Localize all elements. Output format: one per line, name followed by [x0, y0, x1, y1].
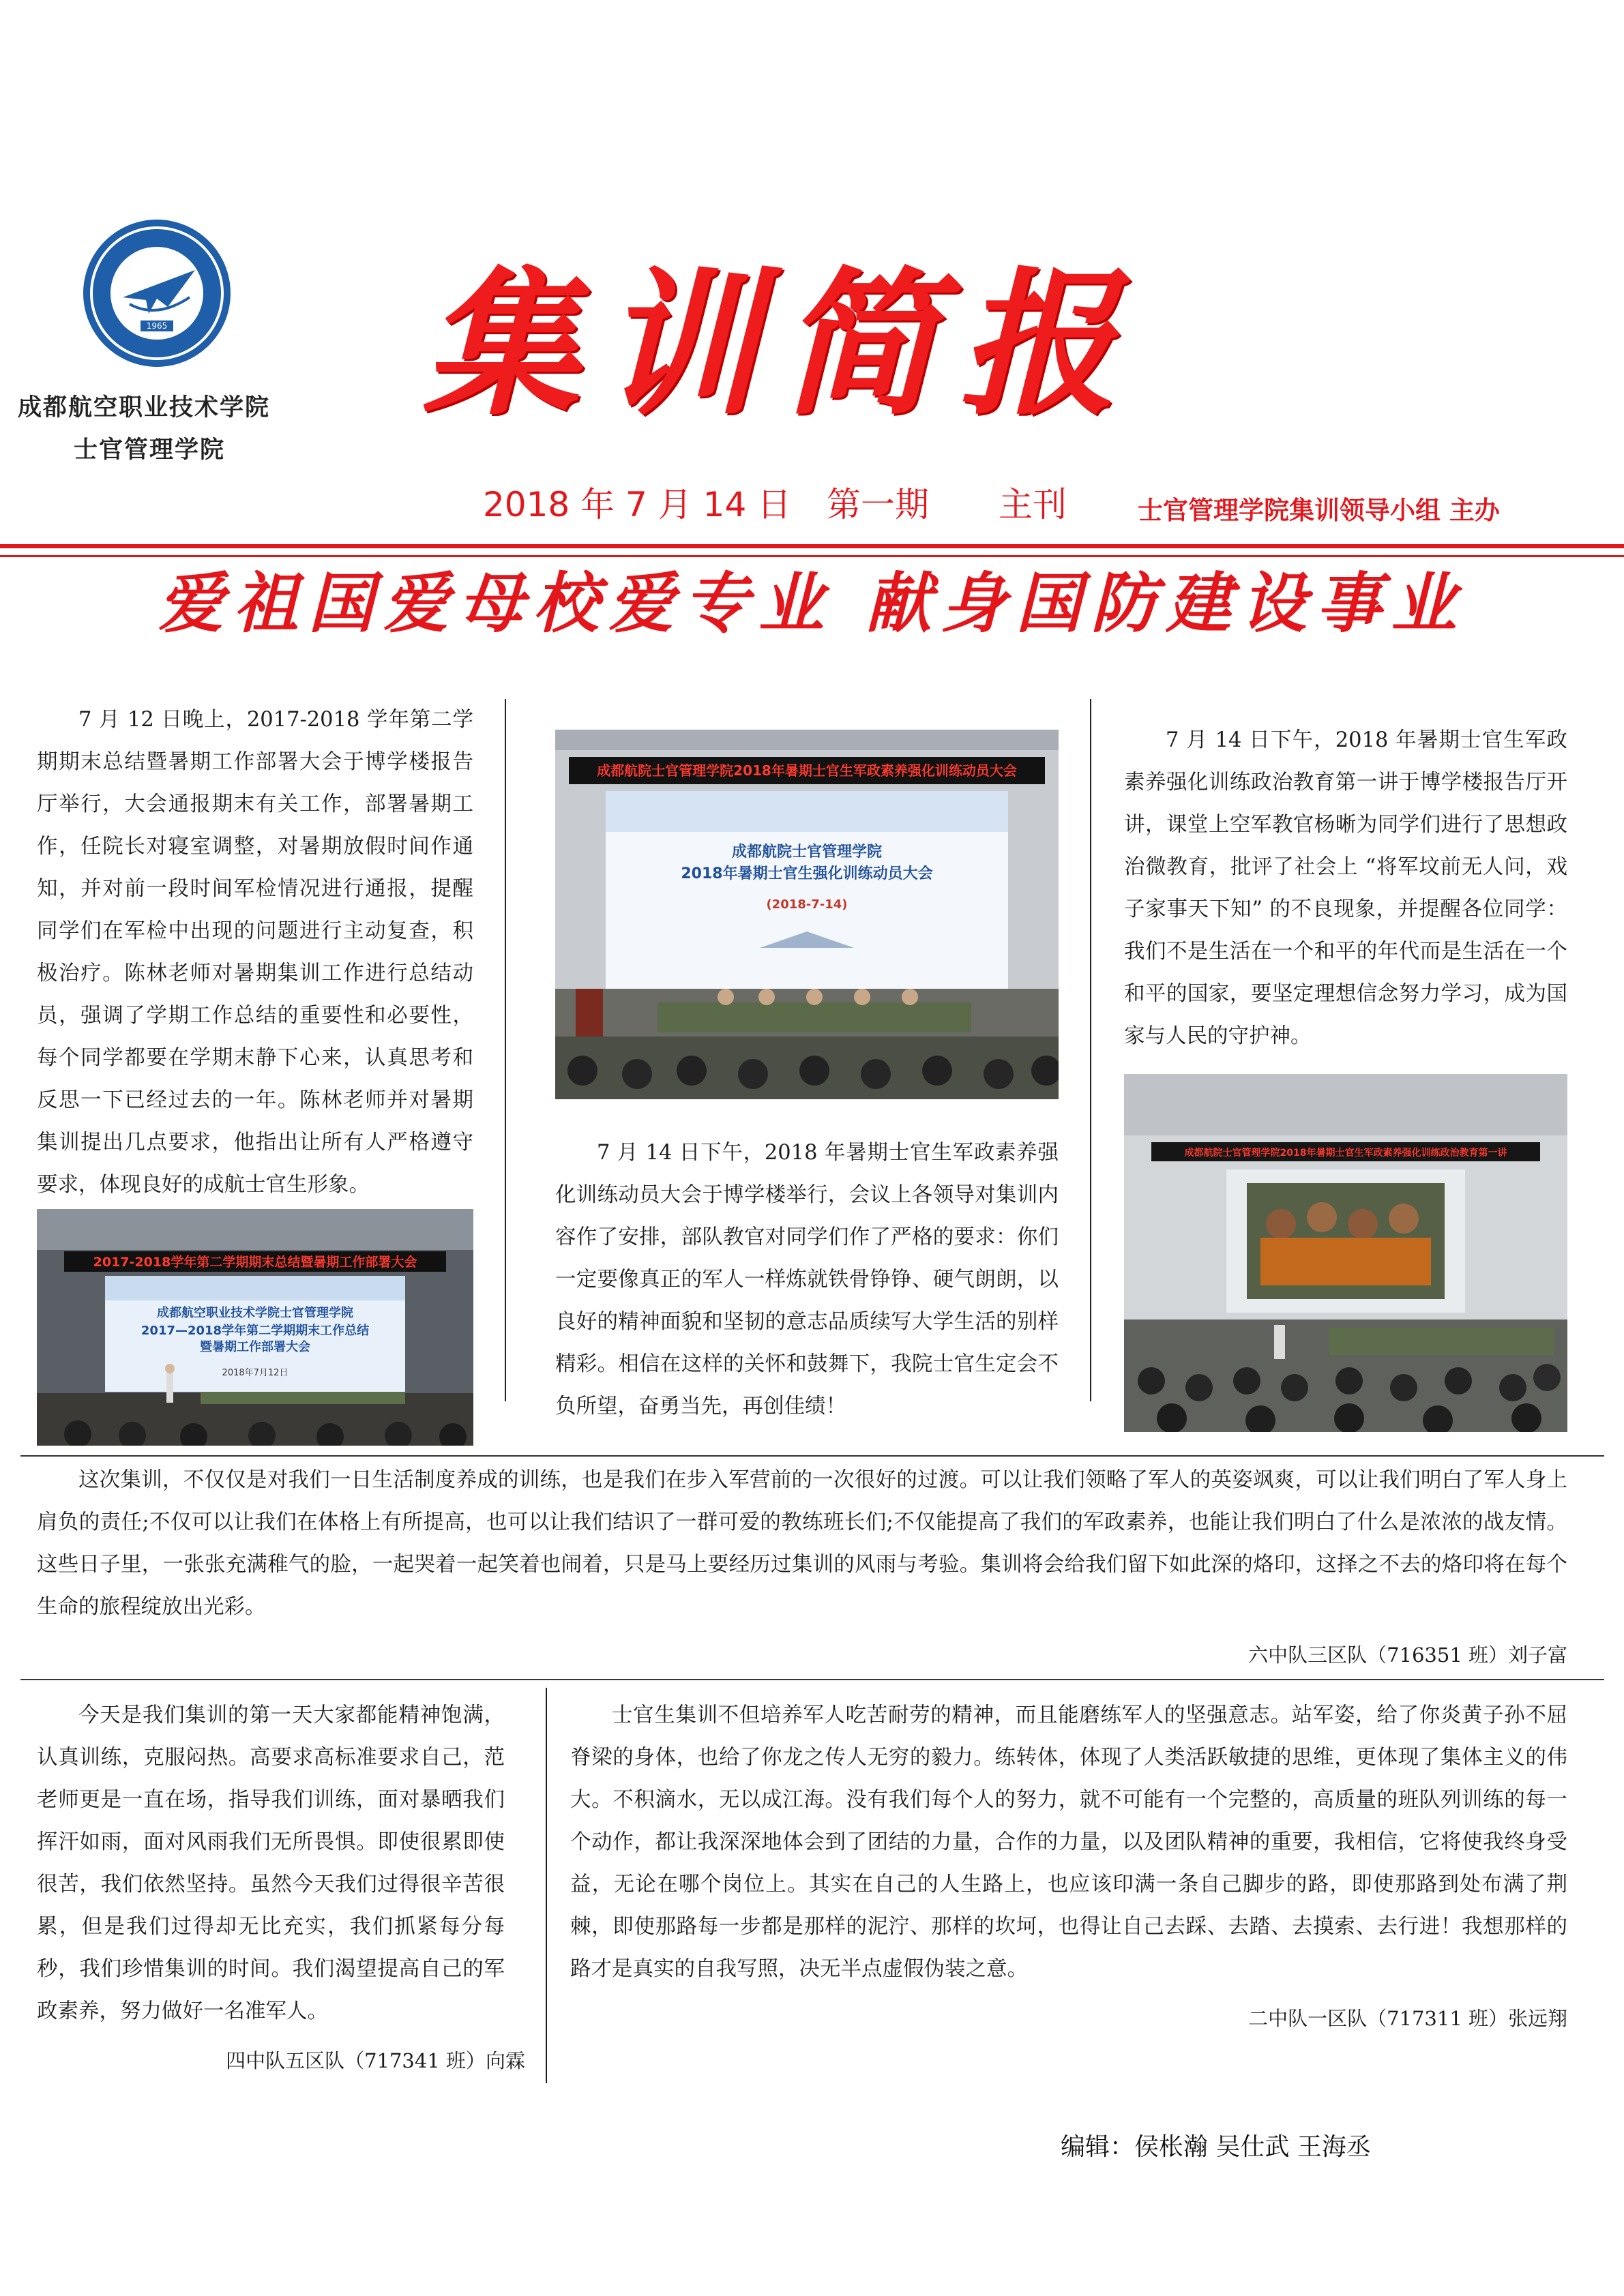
headline: 爱祖国爱母校爱专业 献身国防建设事业: [158, 565, 1466, 642]
masthead-rule-thin: [0, 555, 1624, 557]
svg-text:(2018-7-14): (2018-7-14): [766, 897, 848, 912]
photo-term-summary-meeting: [37, 1209, 473, 1446]
photo-political-lecture: [1124, 1074, 1567, 1432]
svg-text:2017—2018学年第二学期期末工作总结: 2017—2018学年第二学期期末工作总结: [141, 1324, 370, 1338]
essay-bottom-right: [570, 1695, 1567, 1991]
issue-type: 主刊: [999, 485, 1067, 524]
issue-date: 2018 年 7 月 14 日: [483, 485, 792, 524]
essay-full-width-author: 六中队三区队（716351 班）刘子富: [1248, 1643, 1567, 1667]
college-name: 士官管理学院: [74, 436, 226, 464]
svg-text:1965: 1965: [146, 321, 168, 331]
section-rule-top: [20, 1455, 1604, 1457]
essay-full-width-text: 这次集训，不仅仅是对我们一日生活制度养成的训练，也是我们在步入军营前的一次很好的过渡。可以让我们领略了军人的英姿飒爽，可以让我们明白了军人身上肩负的责任;不仅可以让我们在体格上有所提高，也可以让我们结识了一群可爱的教练班长们;不仅能提高了我们的军政素养，也能让我们明白了什么是浓浓的战友情。这些日子里，一张张充满稚气的脸，一起哭着一起笑着也闹着，只是马上要经历过集训的风雨与考验。集训将会给我们留下如此深的烙印，这择之不去的烙印将在每个生命的旅程绽放出光彩。: [37, 1468, 1567, 1619]
svg-text:成都航空职业技术学院士官管理学院: 成都航空职业技术学院士官管理学院: [157, 1306, 353, 1320]
svg-text:2018年暑期士官生强化训练动员大会: 2018年暑期士官生强化训练动员大会: [681, 865, 933, 882]
article-left-text: 7 月 12 日晚上，2017-2018 学年第二学期期末总结暨暑期工作部署大会于博学楼报告厅举行，大会通报期末有关工作，部署暑期工作，任院长对寝室调整，对暑期放假时间作通知，并对前一段时间军检情况进行通报，提醒同学们在军检中出现的问题进行主动复查，积极治疗。陈林老师对暑期集训工作进行总结动员，强调了学期工作总结的重要性和必要性，每个同学都要在学期末静下心来，认真思考和反思一下已经过去的一年。陈林老师并对暑期集训提出几点要求，他指出让所有人严格遵守要求，体现良好的成航士官生形象。: [37, 708, 473, 1197]
article-middle: [555, 1132, 1059, 1428]
college-logo: [80, 217, 233, 370]
svg-text:2018年7月12日: 2018年7月12日: [222, 1368, 289, 1378]
essay-bottom-left-text: 今天是我们集训的第一天大家都能精神饱满，认真训练，克服闷热。高要求高标准要求自己，范老师更是一直在场，指导我们训练，面对暴晒我们挥汗如雨，面对风雨我们无所畏惧。即使很累即使很苦，我们依然坚持。虽然今天我们过得很辛苦很累，但是我们过得却无比充实，我们抓紧每分每秒，我们珍惜集训的时间。我们渴望提高自己的军政素养，努力做好一名准军人。: [37, 1703, 505, 2023]
newsletter-title: 集训简报: [423, 252, 1138, 436]
essay-bottom-right-author: 二中队一区队（717311 班）张远翔: [1248, 2007, 1567, 2030]
column-divider-left: [505, 699, 506, 1401]
masthead-rule-thick: [0, 544, 1624, 548]
essay-bottom-left-author: 四中队五区队（717341 班）向霖: [226, 2049, 525, 2072]
column-divider-right: [1090, 699, 1091, 1401]
school-name: 成都航空职业技术学院: [18, 393, 271, 421]
svg-text:成都航院士官管理学院: 成都航院士官管理学院: [731, 844, 883, 861]
sponsor: 士官管理学院集训领导小组 主办: [1138, 495, 1500, 525]
article-right-text: 7 月 14 日下午，2018 年暑期士官生军政素养强化训练政治教育第一讲于博学楼报告厅开讲，课堂上空军教官杨晰为同学们进行了思想政治微教育，批评了社会上 “将军坟前无人问，戏子家事天下知” 的不良现象，并提醒各位同学：我们不是生活在一个和平的年代而是生活在一个和平的国家，要坚定理想信念努力学习，成为国家与人民的守护神。: [1124, 728, 1567, 1048]
essay-bottom-left: [37, 1695, 505, 2033]
essay-full-width: [37, 1459, 1567, 1628]
editors-credit: 编辑：侯枨瀚 吴仕武 王海丞: [1061, 2133, 1371, 2161]
article-left: [37, 699, 473, 1206]
svg-text:成都航院士官管理学院2018年暑期士官生军政素养强化训练动员: 成都航院士官管理学院2018年暑期士官生军政素养强化训练动员大会: [597, 762, 1017, 779]
svg-text:成都航院士官管理学院2018年暑期士官生军政素养强化训练政治: 成都航院士官管理学院2018年暑期士官生军政素养强化训练政治教育第一讲: [1184, 1148, 1507, 1159]
column-divider-bottom: [546, 1688, 547, 2083]
essay-bottom-right-text: 士官生集训不但培养军人吃苦耐劳的精神，而且能磨练军人的坚强意志。站军姿，给了你炎黄子孙不屈脊梁的身体，也给了你龙之传人无穷的毅力。练转体，体现了人类活跃敏捷的思维，更体现了集体主义的伟大。不积滴水，无以成江海。没有我们每个人的努力，就不可能有一个完整的，高质量的班队列训练的每一个动作，都让我深深地体会到了团结的力量，合作的力量，以及团队精神的重要，我相信，它将使我终身受益，无论在哪个岗位上。其实在自己的人生路上，也应该印满一条自己脚步的路，即使那路到处布满了荆棘，即使那路每一步都是那样的泥泞、那样的坎坷，也得让自己去踩、去踏、去摸索、去行进！我想那样的路才是真实的自我写照，决无半点虚假伪装之意。: [570, 1703, 1567, 1981]
section-rule-bottom: [20, 1679, 1604, 1680]
svg-text:暨暑期工作部署大会: 暨暑期工作部署大会: [200, 1340, 310, 1354]
photo-mobilization-meeting: [555, 730, 1059, 1099]
article-right: [1124, 719, 1567, 1058]
issue-number: 第一期: [827, 485, 929, 524]
article-middle-text: 7 月 14 日下午，2018 年暑期士官生军政素养强化训练动员大会于博学楼举行，会议上各领导对集训内容作了安排，部队教官对同学们作了严格的要求：你们一定要像真正的军人一样炼就铁骨铮铮、硬气朗朗，以良好的精神面貌和坚韧的意志品质续写大学生活的别样精彩。相信在这样的关怀和鼓舞下，我院士官生定会不负所望，奋勇当先，再创佳绩！: [555, 1141, 1059, 1418]
svg-text:2017-2018学年第二学期期末总结暨暑期工作部署大会: 2017-2018学年第二学期期末总结暨暑期工作部署大会: [93, 1255, 417, 1270]
